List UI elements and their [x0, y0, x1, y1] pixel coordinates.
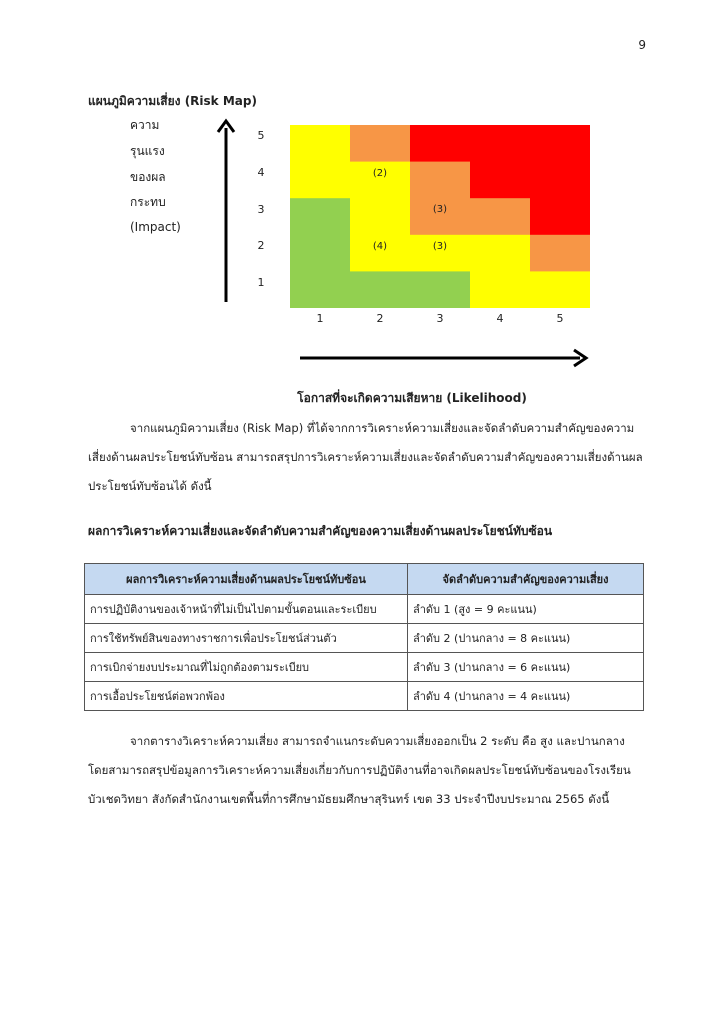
y-tick-label: 5	[257, 129, 265, 142]
heatmap-cell	[530, 198, 590, 235]
heatmap-cell	[410, 125, 470, 162]
risk-heatmap	[290, 125, 590, 308]
table-cell: การเบิกจ่ายงบประมาณที่ไม่ถูกต้องตามระเบียบ	[85, 653, 408, 682]
page-number: 9	[638, 38, 646, 52]
impact-label-line: กระทบ	[130, 195, 166, 209]
heatmap-cell-label: (2)	[372, 167, 388, 179]
heatmap-cell-label: (4)	[372, 240, 388, 252]
heatmap-cell	[290, 125, 350, 162]
heatmap-cell	[470, 198, 530, 235]
y-tick-label: 3	[257, 203, 265, 216]
heatmap-cell	[530, 235, 590, 272]
heatmap-cell	[470, 271, 530, 308]
heatmap-cell	[530, 125, 590, 162]
likelihood-axis-arrow	[298, 346, 590, 370]
section-heading: ผลการวิเคราะห์ความเสี่ยงและจัดลำดับความสำคัญของความเสี่ยงด้านผลประโยชน์ทับซ้อน	[88, 524, 553, 538]
table-row	[85, 653, 644, 682]
heatmap-cell	[350, 125, 410, 162]
table-cell: ลำดับ 1 (สูง = 9 คะแนน)	[408, 595, 644, 624]
heatmap-cell	[290, 198, 350, 235]
table-cell: การปฏิบัติงานของเจ้าหน้าที่ไม่เป็นไปตามขั้นตอนและระเบียบ	[85, 595, 408, 624]
table-header-row	[85, 564, 644, 595]
impact-label-line: (Impact)	[130, 220, 181, 234]
heatmap-cell	[470, 162, 530, 199]
impact-axis-arrow	[214, 118, 238, 304]
x-tick-label: 5	[556, 312, 564, 325]
x-tick-label: 2	[376, 312, 384, 325]
heatmap-cell	[470, 235, 530, 272]
impact-label-line: รุนแรง	[130, 144, 165, 158]
heatmap-cell	[350, 271, 410, 308]
table-row	[85, 595, 644, 624]
table-row	[85, 624, 644, 653]
heatmap-cell	[350, 198, 410, 235]
impact-label-line: ของผล	[130, 170, 166, 184]
table-cell: การเอื้อประโยชน์ต่อพวกพ้อง	[85, 682, 408, 711]
impact-label-line: ความ	[130, 118, 160, 132]
y-tick-label: 1	[257, 276, 265, 289]
table-cell: ลำดับ 4 (ปานกลาง = 4 คะแนน)	[408, 682, 644, 711]
x-tick-label: 1	[316, 312, 324, 325]
table-header-cell: ผลการวิเคราะห์ความเสี่ยงด้านผลประโยชน์ทับซ้อน	[85, 564, 408, 595]
x-tick-label: 4	[496, 312, 504, 325]
risk-map-title: แผนภูมิความเสี่ยง (Risk Map)	[88, 94, 257, 108]
heatmap-cell	[410, 162, 470, 199]
paragraph-text: จากแผนภูมิความเสี่ยง (Risk Map) ที่ได้จากการวิเคราะห์ความเสี่ยงและจัดลำดับความสำคัญของความเสี่ยงด้านผลประโยชน์ทับซ้อน สามารถสรุปการวิเคราะห์ความเสี่ยงและจัดลำดับความสำคัญของความเสี่ยงด้านผลประโยชน์ทับซ้อนได้ ดังนี้	[88, 421, 643, 493]
table-cell: การใช้ทรัพย์สินของทางราชการเพื่อประโยชน์ส่วนตัว	[85, 624, 408, 653]
x-tick-label: 3	[436, 312, 444, 325]
paragraph-conclusion	[88, 727, 644, 814]
table-header-cell: จัดลำดับความสำคัญของความเสี่ยง	[408, 564, 644, 595]
table-row	[85, 682, 644, 711]
likelihood-label: โอกาสที่จะเกิดความเสียหาย (Likelihood)	[297, 391, 527, 405]
heatmap-cell-label: (3)	[432, 240, 448, 252]
heatmap-cell-label: (3)	[432, 204, 448, 216]
table-cell: ลำดับ 3 (ปานกลาง = 6 คะแนน)	[408, 653, 644, 682]
table-cell: ลำดับ 2 (ปานกลาง = 8 คะแนน)	[408, 624, 644, 653]
paragraph-text: จากตารางวิเคราะห์ความเสี่ยง สามารถจำแนกระดับความเสี่ยงออกเป็น 2 ระดับ คือ สูง และปานกลาง โดยสามารถสรุปข้อมูลการวิเคราะห์ความเสี่ยงเกี่ยวกับการปฏิบัติงานที่อาจเกิดผลประโยชน์ทับซ้อนของโรงเรียนบัวเชดวิทยา สังกัดสำนักงานเขตพื้นที่การศึกษามัธยมศึกษาสุรินทร์ เขต 33 ประจำปีงบประมาณ 2565 ดังนี้	[88, 734, 631, 806]
heatmap-cell	[530, 162, 590, 199]
heatmap-cell	[410, 271, 470, 308]
heatmap-cell	[290, 235, 350, 272]
y-tick-label: 2	[257, 239, 265, 252]
y-tick-label: 4	[257, 166, 265, 179]
paragraph-summary	[88, 414, 644, 501]
heatmap-cell	[470, 125, 530, 162]
heatmap-cell	[290, 162, 350, 199]
risk-table	[84, 563, 644, 711]
heatmap-cell	[290, 271, 350, 308]
heatmap-cell	[530, 271, 590, 308]
